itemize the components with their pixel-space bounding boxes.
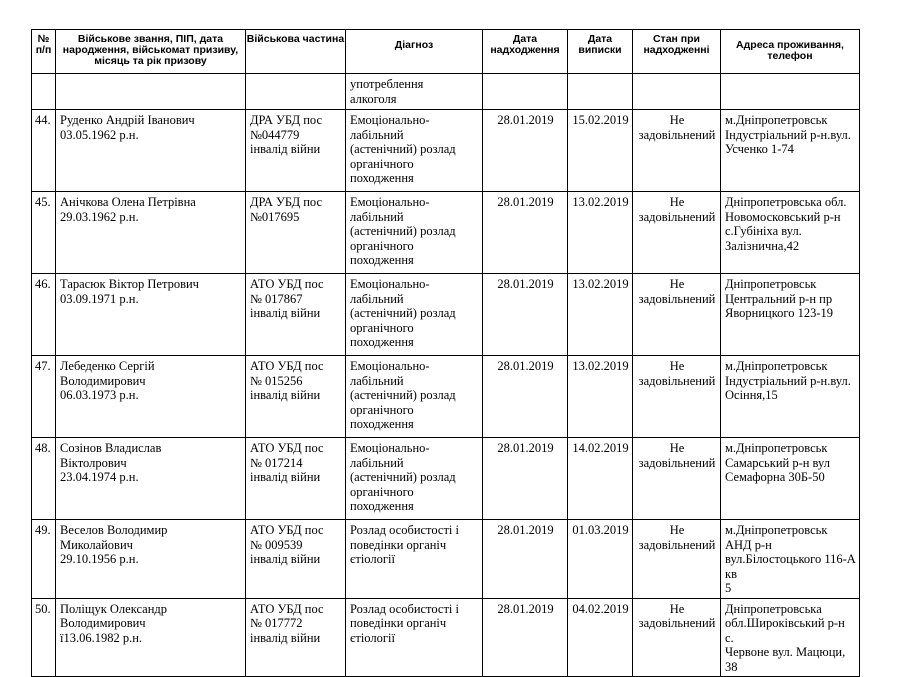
cell-state: Не задовільнений — [633, 110, 721, 192]
cell-unit: АТО УБД пос № 017867 інвалід війни — [246, 274, 346, 356]
cell-date-out: 01.03.2019 — [568, 520, 633, 599]
patients-table — [31, 29, 860, 677]
header-address: Адреса проживання, телефон — [721, 30, 860, 74]
cell-diagnosis: употреблення алкоголя — [346, 74, 483, 110]
header-num: № п/п — [32, 30, 56, 74]
table-row — [32, 274, 860, 356]
cell-diagnosis: Емоціонально- лабільний (астенічний) розлад органічного походження — [346, 438, 483, 520]
header-unit: Військова частина — [246, 30, 346, 74]
cell-diagnosis: Емоціонально- лабільний (астенічний) розлад органічного походження — [346, 274, 483, 356]
cell-address — [721, 74, 860, 110]
cell-diagnosis: Емоціонально- лабільний (астенічний) розлад органічного походження — [346, 192, 483, 274]
cell-name: Анічкова Олена Петрівна 29.03.1962 р.н. — [56, 192, 246, 274]
cell-name: Лебеденко Сергій Володимирович 06.03.1973 р.н. — [56, 356, 246, 438]
header-state: Стан при надходженні — [633, 30, 721, 74]
cell-num: 49. — [32, 520, 56, 599]
header-diagnosis: Діагноз — [346, 30, 483, 74]
cell-date-in: 28.01.2019 — [483, 110, 568, 192]
cell-date-in: 28.01.2019 — [483, 520, 568, 599]
cell-date-out: 13.02.2019 — [568, 356, 633, 438]
cell-date-in: 28.01.2019 — [483, 438, 568, 520]
table-row — [32, 438, 860, 520]
cell-num: 50. — [32, 598, 56, 677]
cell-name: Веселов Володимир Миколайович 29.10.1956 р.н. — [56, 520, 246, 599]
cell-date-in: 28.01.2019 — [483, 274, 568, 356]
cell-state: Не задовільнений — [633, 192, 721, 274]
cell-num: 48. — [32, 438, 56, 520]
cell-num: 45. — [32, 192, 56, 274]
cell-date-in: 28.01.2019 — [483, 356, 568, 438]
cell-num — [32, 74, 56, 110]
cell-date-out: 04.02.2019 — [568, 598, 633, 677]
cell-num: 47. — [32, 356, 56, 438]
cell-name: Поліщук Олександр Володимирович ї13.06.1982 р.н. — [56, 598, 246, 677]
cell-date-out: 13.02.2019 — [568, 192, 633, 274]
cell-name: Руденко Андрій Іванович 03.05.1962 р.н. — [56, 110, 246, 192]
cell-unit: АТО УБД пос № 017772 інвалід війни — [246, 598, 346, 677]
cell-address: Дніпропетровськ Центральний р-н пр Яворницкого 123-19 — [721, 274, 860, 356]
table-row — [32, 356, 860, 438]
cell-address: м.Дніпропетровськ Самарський р-н вул Семафорна 30Б-50 — [721, 438, 860, 520]
cell-state: Не задовільнений — [633, 598, 721, 677]
cell-date-in: 28.01.2019 — [483, 598, 568, 677]
header-date-in: Дата надходження — [483, 30, 568, 74]
cell-unit — [246, 74, 346, 110]
cell-unit: АТО УБД пос № 017214 інвалід війни — [246, 438, 346, 520]
cell-date-out: 15.02.2019 — [568, 110, 633, 192]
table-row — [32, 598, 860, 677]
cell-address: Дніпропетровська обл.Широківський р-н с. Червоне вул. Мацюци, 38 — [721, 598, 860, 677]
cell-num: 46. — [32, 274, 56, 356]
document-page — [31, 29, 860, 677]
cell-unit: ДРА УБД пос №017695 — [246, 192, 346, 274]
cell-unit: АТО УБД пос № 009539 інвалід війни — [246, 520, 346, 599]
table-row — [32, 110, 860, 192]
cell-date-in: 28.01.2019 — [483, 192, 568, 274]
table-header-row — [32, 30, 860, 74]
cell-unit: ДРА УБД пос №044779 інвалід війни — [246, 110, 346, 192]
cell-state: Не задовільнений — [633, 520, 721, 599]
cell-state: Не задовільнений — [633, 438, 721, 520]
cell-num: 44. — [32, 110, 56, 192]
header-name: Військове звання, ПІП, дата народження, військомат призиву, місяць та рік призову — [56, 30, 246, 74]
cell-state: Не задовільнений — [633, 274, 721, 356]
cell-address: м.Дніпропетровськ Індустріальний р-н.вул. Усченко 1-74 — [721, 110, 860, 192]
cell-address: м.Дніпропетровськ АНД р-н вул.Білостоцького 116-А кв 5 — [721, 520, 860, 599]
cell-date-out — [568, 74, 633, 110]
cell-name: Созінов Владислав Віктолрович 23.04.1974 р.н. — [56, 438, 246, 520]
cell-unit: АТО УБД пос № 015256 інвалід війни — [246, 356, 346, 438]
table-row — [32, 192, 860, 274]
cell-diagnosis: Розлад особистості і поведінки органіч єтіології — [346, 520, 483, 599]
cell-name — [56, 74, 246, 110]
table-row — [32, 520, 860, 599]
table-row-continuation — [32, 74, 860, 110]
cell-diagnosis: Емоціонально- лабільний (астенічний) розлад органічного походження — [346, 110, 483, 192]
cell-state: Не задовільнений — [633, 356, 721, 438]
cell-date-out: 14.02.2019 — [568, 438, 633, 520]
cell-state — [633, 74, 721, 110]
cell-diagnosis: Розлад особистості і поведінки органіч єтіології — [346, 598, 483, 677]
cell-date-in — [483, 74, 568, 110]
cell-name: Тарасюк Віктор Петрович 03.09.1971 р.н. — [56, 274, 246, 356]
cell-address: м.Дніпропетровськ Індустріальний р-н.вул. Осіння,15 — [721, 356, 860, 438]
header-date-out: Дата виписки — [568, 30, 633, 74]
cell-diagnosis: Емоціонально- лабільний (астенічний) розлад органічного походження — [346, 356, 483, 438]
cell-address: Дніпропетровська обл. Новомосковський р-н с.Губініха вул. Залізнична,42 — [721, 192, 860, 274]
cell-date-out: 13.02.2019 — [568, 274, 633, 356]
